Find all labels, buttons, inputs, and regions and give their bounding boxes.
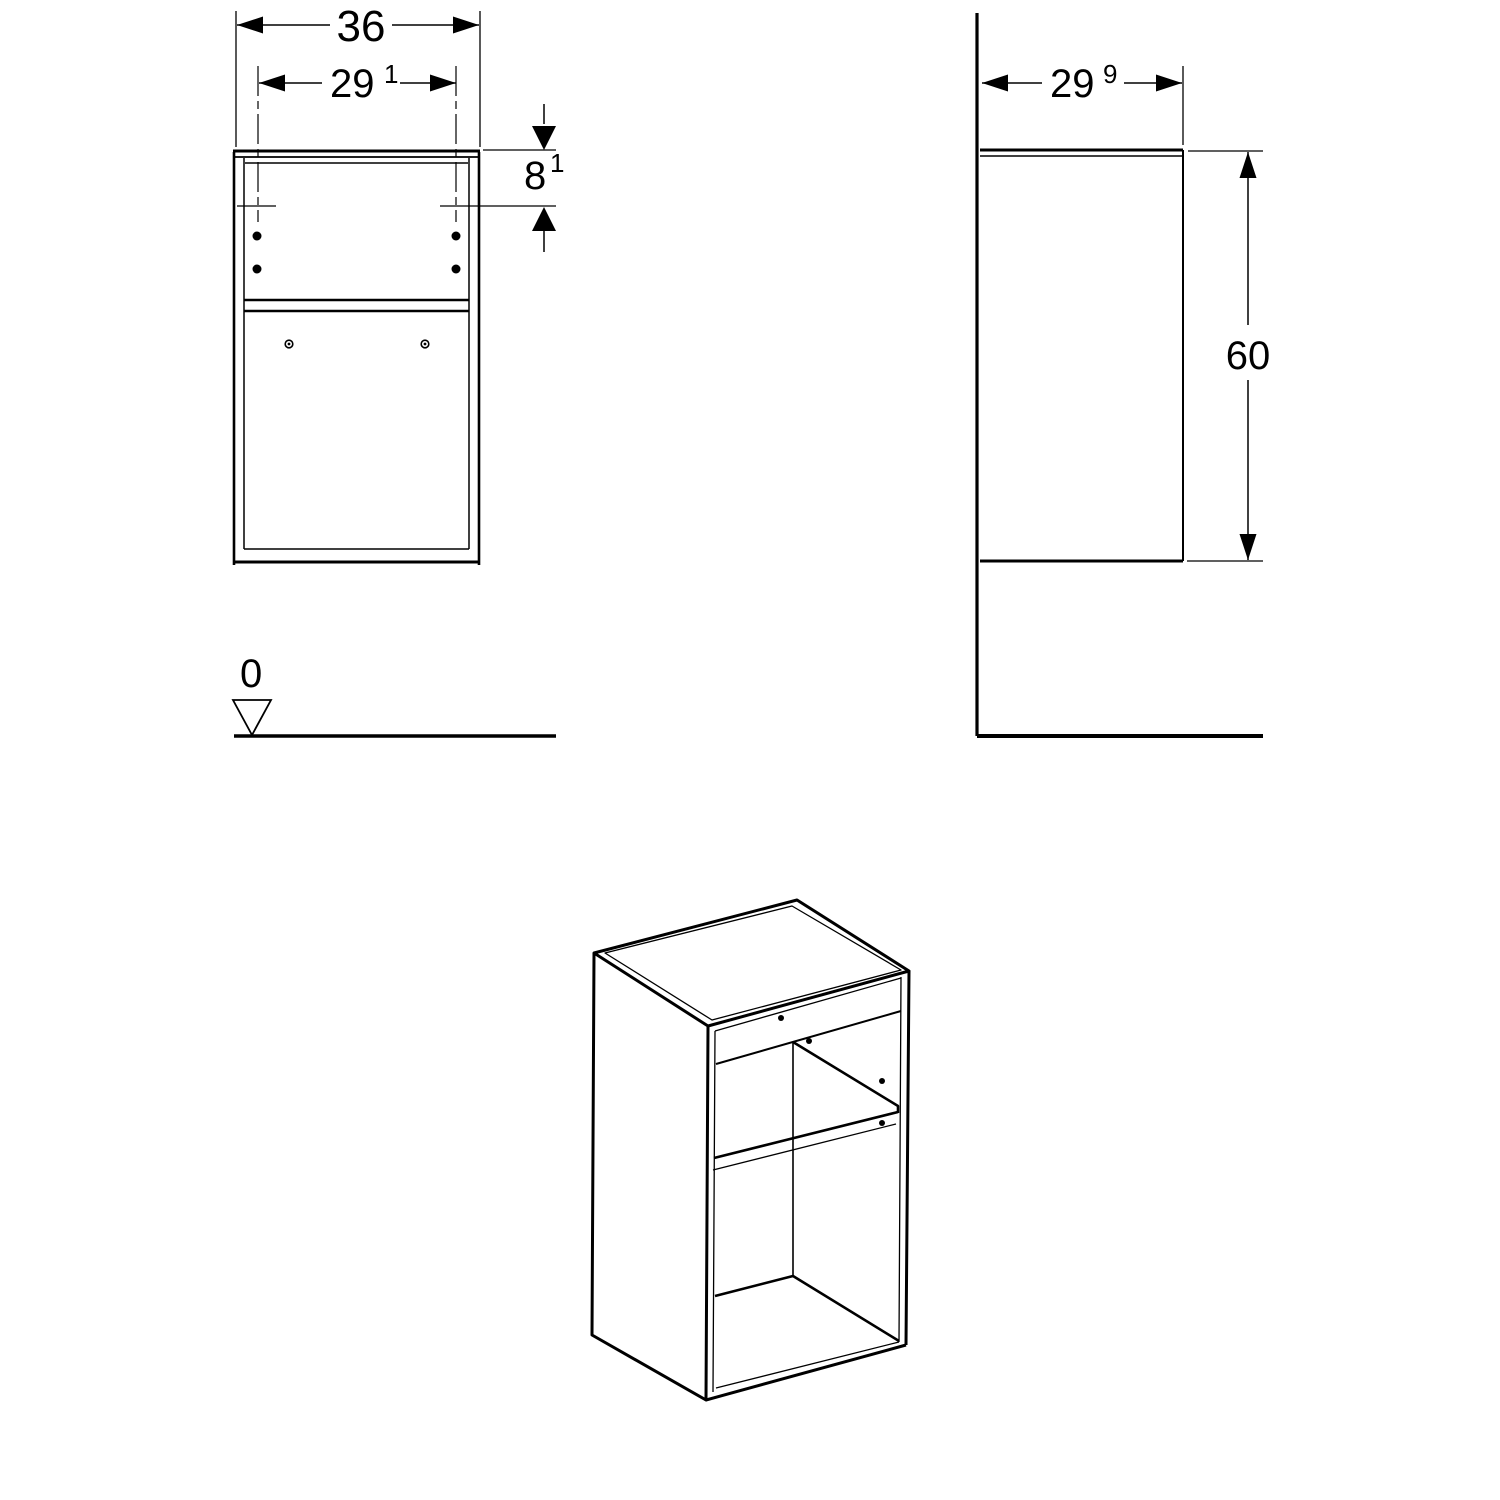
mounting-hole <box>452 265 461 274</box>
mounting-hole <box>452 232 461 241</box>
screw-hole <box>806 1038 812 1044</box>
iso-shelf-edges <box>714 1042 898 1158</box>
arrow-down-icon <box>532 126 556 150</box>
dim-side-height-value: 60 <box>1225 334 1271 378</box>
dim-hole-span-value: 29 <box>330 62 375 106</box>
dim-top-offset <box>483 104 564 252</box>
screw-hole <box>778 1015 784 1021</box>
datum-value: 0 <box>240 652 263 696</box>
front-divider <box>244 300 469 311</box>
isometric-view <box>592 900 909 1400</box>
dim-top-offset-value: 8 <box>524 154 547 198</box>
front-outer-verticals <box>234 152 479 565</box>
arrow-down-icon <box>1240 534 1257 560</box>
mounting-hole <box>253 265 262 274</box>
iso-back-rail-edge <box>716 1011 901 1064</box>
dim-side-depth-value: 29 <box>1050 62 1095 106</box>
dim-side-height <box>1187 151 1270 561</box>
arrow-right-icon <box>453 17 479 34</box>
front-outer-horizontals <box>233 151 480 562</box>
dim-hole-span-sup: 1 <box>384 59 399 89</box>
datum-triangle-icon <box>233 700 271 735</box>
screw-hole <box>421 340 429 348</box>
dim-front-width-value: 36 <box>336 2 386 51</box>
arrow-right-icon <box>430 75 456 92</box>
dim-hole-span <box>237 59 556 222</box>
arrow-up-icon <box>1240 152 1257 178</box>
arrow-right-icon <box>1156 75 1182 92</box>
iso-bottom-interior-edges <box>715 1276 899 1341</box>
mounting-hole <box>253 232 262 241</box>
arrow-left-icon <box>237 17 263 34</box>
screw-hole <box>879 1078 885 1084</box>
iso-top-panel-inset <box>605 906 901 1020</box>
arrow-left-icon <box>259 75 285 92</box>
dim-side-depth <box>982 59 1183 145</box>
dim-side-depth-sup: 9 <box>1103 59 1118 89</box>
screw-hole <box>879 1120 885 1126</box>
front-side-panel-inner-edges <box>244 158 469 549</box>
side-view <box>977 13 1263 736</box>
screw-hole <box>285 340 293 348</box>
arrow-left-icon <box>982 75 1008 92</box>
datum-level <box>233 652 556 736</box>
side-outer-horizontals <box>980 150 1183 561</box>
dim-top-offset-sup: 1 <box>550 148 565 178</box>
front-view <box>233 151 480 565</box>
arrow-up-icon <box>532 207 556 231</box>
iso-shelf-front-bottom-edge <box>713 1124 896 1170</box>
